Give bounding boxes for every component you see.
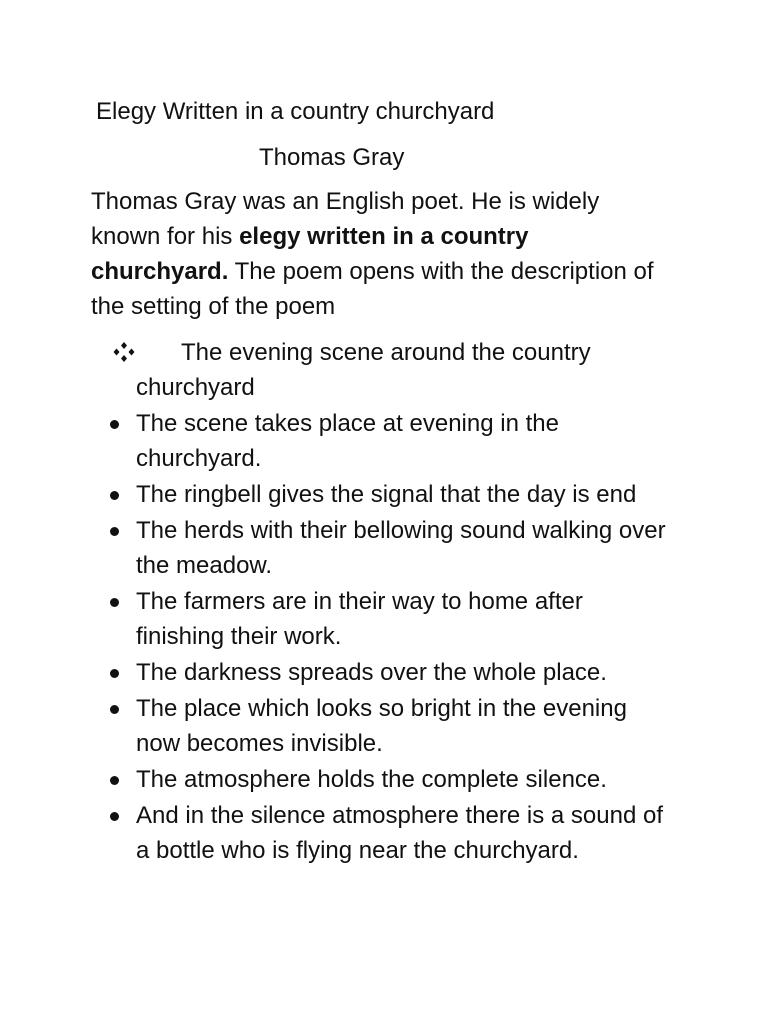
list-item-text: The farmers are in their way to home after finishing their work. [136,588,583,650]
list-item-text: The place which looks so bright in the evening now becomes invisible. [136,695,627,757]
list-item-text: The herds with their bellowing sound walking over the meadow. [136,517,666,579]
list-item [0,798,676,868]
list-item [0,477,676,512]
bullet-dot-icon [110,420,119,429]
bullet-dot-icon [110,705,119,714]
bullet-dot-icon [110,491,119,500]
list-item [0,762,676,797]
list-item [0,655,676,690]
bullet-dot-icon [110,527,119,536]
list-item-text: The scene takes place at evening in the churchyard. [136,410,559,472]
list-item [0,584,676,654]
list-item [0,406,676,476]
list-item [0,513,676,583]
intro-text-start: Thomas Gray was an English poet. He is widely known for his [91,188,600,250]
list-item-text: The ringbell gives the signal that the day is end [136,481,637,508]
list-item-text: And in the silence atmosphere there is a sound of a bottle who is flying near the churchyard. [136,802,663,864]
bullet-dot-icon [110,812,119,821]
intro-bold-title: elegy written in a country churchyard. [91,223,529,285]
bullet-dot-icon [110,776,119,785]
intro-paragraph [91,184,666,324]
bullet-dot-icon [110,669,119,678]
list-heading-text: The evening scene around the country churchyard [136,339,591,401]
poem-title: Elegy Written in a country churchyard [96,98,495,125]
list-item [0,691,676,761]
bullet-dot-icon [110,598,119,607]
list-item-text: The darkness spreads over the whole place. [136,659,607,686]
list-heading-item [0,335,676,405]
poem-author: Thomas Gray [259,144,405,171]
scene-list [0,335,768,869]
list-item-text: The atmosphere holds the complete silence. [136,766,607,793]
four-diamonds-icon [111,341,137,363]
intro-text-end: The poem opens with the description of the setting of the poem [91,258,654,320]
